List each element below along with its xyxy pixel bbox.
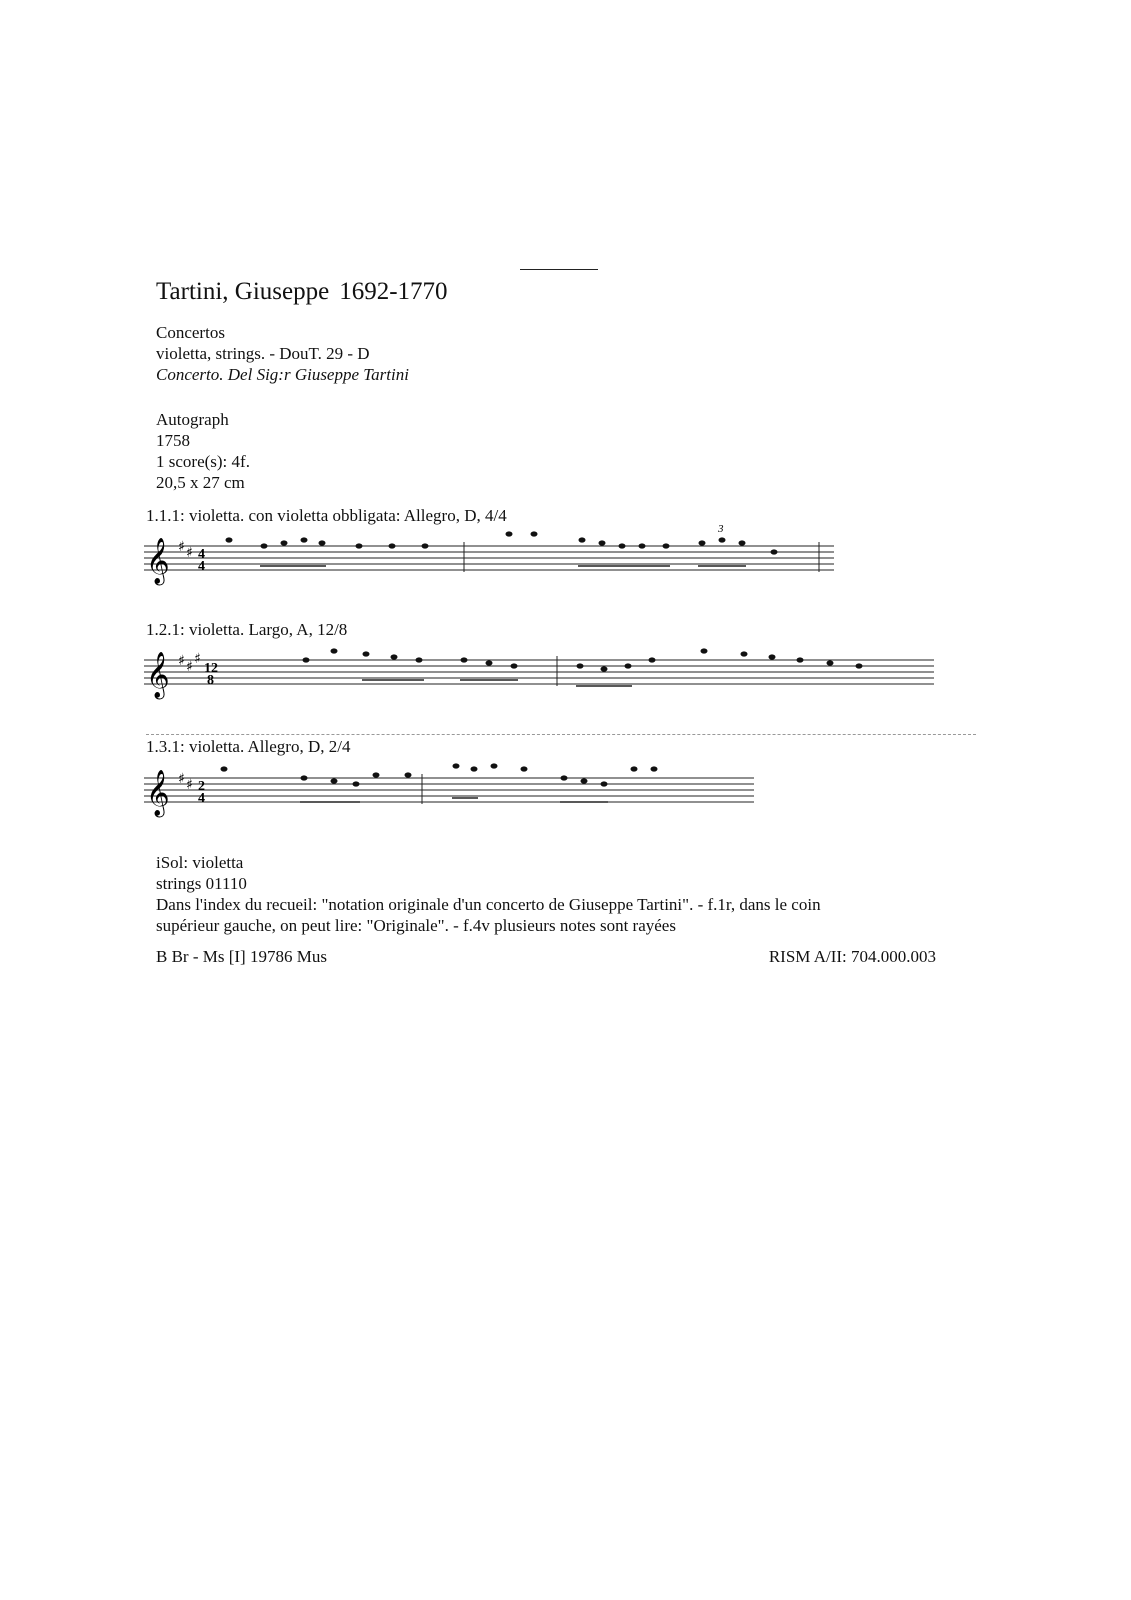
note: [486, 660, 493, 665]
work-title: Concerto. Del Sig:r Giuseppe Tartini: [156, 365, 409, 384]
note: [511, 663, 518, 668]
sharp-icon: ♯: [186, 777, 193, 793]
solo-instrument: iSol: violetta: [156, 853, 244, 872]
note: [391, 654, 398, 659]
note: [281, 540, 288, 545]
note: [739, 540, 746, 545]
note: [769, 654, 776, 659]
sharp-icon: ♯: [186, 659, 193, 675]
note: [331, 778, 338, 783]
sharp-icon: ♯: [186, 545, 193, 561]
note: [577, 663, 584, 668]
treble-clef-icon: 𝄞: [146, 652, 170, 698]
note: [226, 537, 233, 542]
shelfmark: B Br - Ms [I] 19786 Mus: [156, 947, 327, 966]
rism-id: RISM A/II: 704.000.003: [768, 947, 936, 966]
source-year: 1758: [156, 431, 190, 450]
time-signature-bottom: 4: [198, 559, 205, 574]
note: [471, 766, 478, 771]
note: [373, 772, 380, 777]
treble-clef-icon: 𝄞: [146, 770, 170, 816]
staff-lines: [144, 778, 754, 802]
note: [531, 531, 538, 536]
sharp-icon: ♯: [194, 651, 201, 667]
incipit-1-label: 1.1.1: violetta. con violetta obbligata: Allegro, D, 4/4: [146, 506, 507, 525]
incipit-2-staff: [144, 634, 944, 704]
composer-dates: 1692-1770: [339, 278, 448, 305]
strings-scoring: strings 01110: [156, 874, 247, 893]
note: [461, 657, 468, 662]
note: [663, 543, 670, 548]
incipit-1-staff: [144, 520, 844, 590]
work-block: [156, 322, 409, 385]
note: [601, 666, 608, 671]
note: [579, 537, 586, 542]
note: [601, 781, 608, 786]
incipit-3-label: 1.3.1: violetta. Allegro, D, 2/4: [146, 737, 351, 756]
note: [649, 657, 656, 662]
note: [491, 763, 498, 768]
composer-name: Tartini, Giuseppe: [156, 278, 330, 305]
notes-block: [156, 852, 821, 936]
note: [625, 663, 632, 668]
sharp-icon: ♯: [178, 539, 185, 555]
sharp-icon: ♯: [178, 771, 185, 787]
note: [741, 651, 748, 656]
sharp-icon: ♯: [178, 653, 185, 669]
note: [771, 549, 778, 554]
note: [261, 543, 268, 548]
note: [422, 543, 429, 548]
time-signature-bottom: 8: [207, 673, 214, 688]
note: [221, 766, 228, 771]
note: [363, 651, 370, 656]
work-genre: Concertos: [156, 323, 225, 342]
time-signature-top: 12: [204, 661, 218, 676]
source-type: Autograph: [156, 410, 229, 429]
time-signature-top: 2: [198, 779, 205, 794]
source-size: 20,5 x 27 cm: [156, 473, 245, 492]
composer-heading: [156, 277, 448, 307]
source-extent: 1 score(s): 4f.: [156, 452, 250, 471]
remark-line-2: supérieur gauche, on peut lire: "Originale". - f.4v plusieurs notes sont rayées: [156, 916, 676, 935]
top-rule: [520, 269, 598, 270]
incipit-3-staff: [144, 752, 764, 822]
separator-rule: [146, 734, 976, 735]
note: [827, 660, 834, 665]
note: [453, 763, 460, 768]
note: [301, 775, 308, 780]
note: [581, 778, 588, 783]
note: [506, 531, 513, 536]
incipit-2-label: 1.2.1: violetta. Largo, A, 12/8: [146, 620, 348, 639]
time-signature-bottom: 4: [198, 791, 205, 806]
treble-clef-icon: 𝄞: [146, 538, 170, 584]
note: [561, 775, 568, 780]
note: [619, 543, 626, 548]
note: [631, 766, 638, 771]
note: [701, 648, 708, 653]
tuplet-number: 3: [718, 523, 724, 535]
note: [353, 781, 360, 786]
note: [699, 540, 706, 545]
note: [303, 657, 310, 662]
note: [651, 766, 658, 771]
remark-line-1: Dans l'index du recueil: "notation originale d'un concerto de Giuseppe Tartini". - f.1r, dans le coin: [156, 895, 821, 914]
note: [319, 540, 326, 545]
note: [416, 657, 423, 662]
note: [639, 543, 646, 548]
note: [521, 766, 528, 771]
source-block: [156, 409, 250, 493]
footer-row: [156, 946, 936, 967]
work-scoring: violetta, strings. - DouT. 29 - D: [156, 344, 370, 363]
incipit-2-notes: [303, 648, 863, 686]
note: [599, 540, 606, 545]
note: [797, 657, 804, 662]
time-signature-top: 4: [198, 547, 205, 562]
note: [405, 772, 412, 777]
note: [389, 543, 396, 548]
note: [301, 537, 308, 542]
note: [856, 663, 863, 668]
note: [331, 648, 338, 653]
note: [719, 537, 726, 542]
note: [356, 543, 363, 548]
staff-lines: [144, 660, 934, 684]
